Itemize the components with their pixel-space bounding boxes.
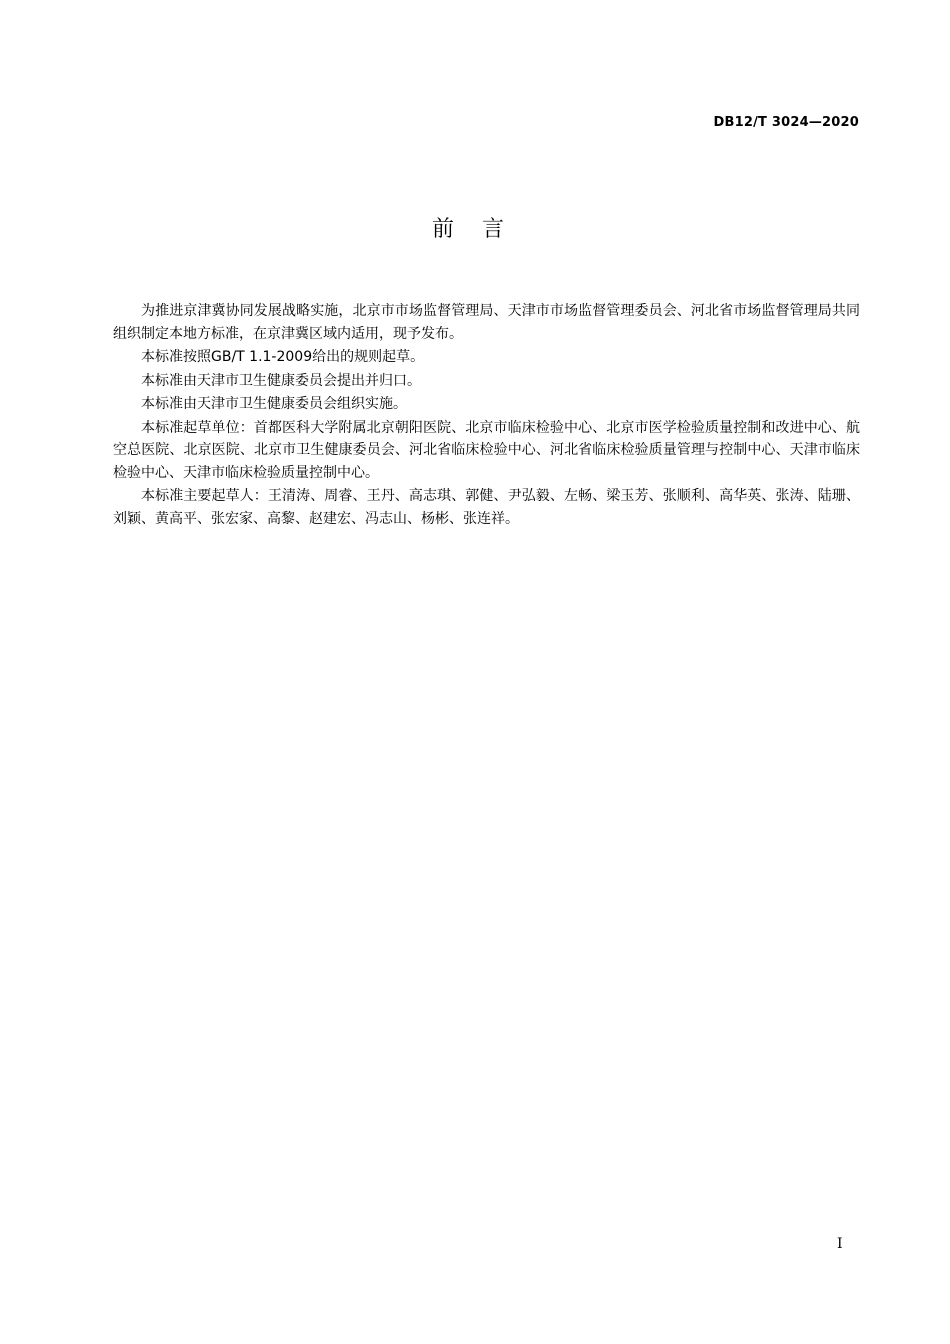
paragraph-implementer: 本标准由天津市卫生健康委员会组织实施。: [141, 396, 407, 412]
paragraph-proposer: 本标准由天津市卫生健康委员会提出并归口。: [141, 372, 421, 389]
paragraph-purpose: 为推进京津冀协同发展战略实施，北京市市场监督管理局、天津市市场监督管理委员会、河北省市场监督管理局共同组织制定本地方标准，在京津冀区域内适用，现予发布。: [113, 303, 860, 342]
foreword-body: [113, 300, 860, 531]
paragraph-drafting-units: 本标准起草单位：首都医科大学附属北京朝阳医院、北京市临床检验中心、北京市医学检验质量控制和改进中心、航空总医院、北京医院、北京市卫生健康委员会、河北省临床检验中心、河北省临床检验质量管理与控制中心、天津市临床检验中心、天津市临床检验质量控制中心。: [113, 419, 860, 481]
paragraph-drafting-rules: 本标准按照GB/T 1.1-2009给出的规则起草。: [141, 349, 425, 365]
page-number: I: [837, 1236, 843, 1252]
document-code: DB12/T 3024—2020: [713, 115, 859, 130]
paragraph-drafters: 本标准主要起草人：王清涛、周睿、王丹、高志琪、郭健、尹弘毅、左畅、梁玉芳、张顺利、高华英、张涛、陆珊、刘颖、黄高平、张宏家、高黎、赵建宏、冯志山、杨彬、张连祥。: [113, 488, 860, 527]
page-title: 前言: [431, 217, 532, 242]
